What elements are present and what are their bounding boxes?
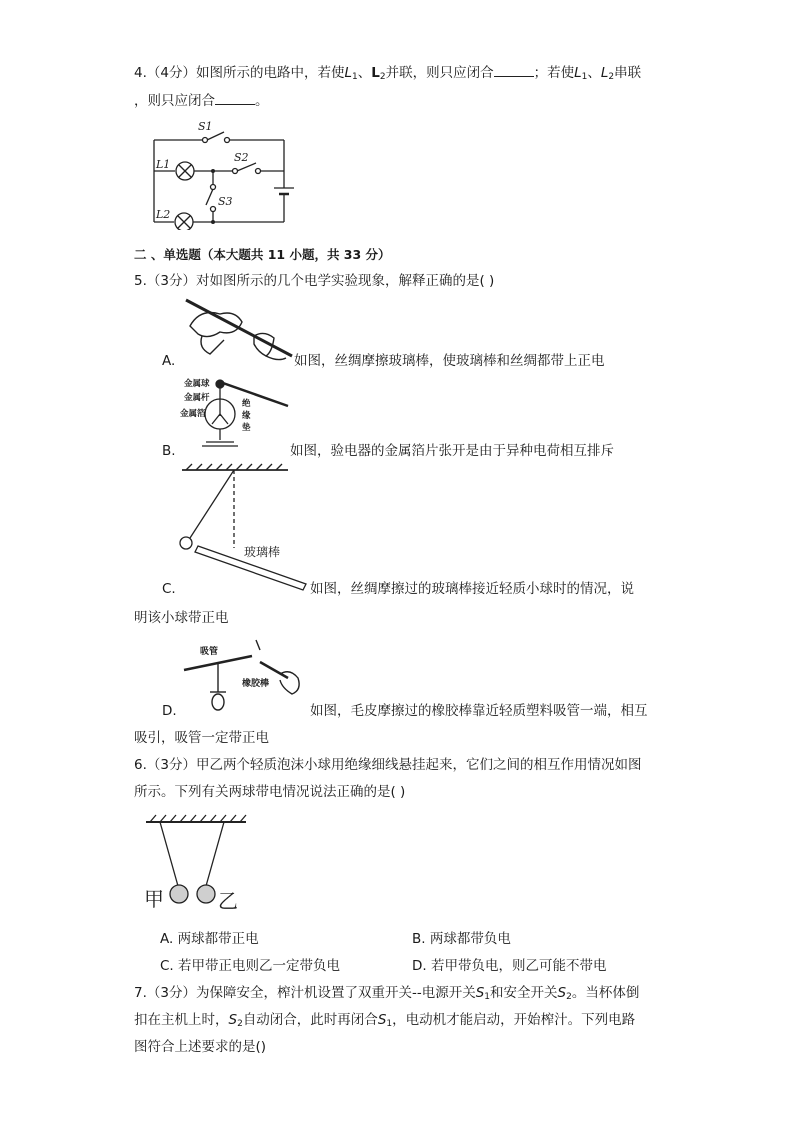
q6-option-c[interactable]: C. 若甲带正电则乙一定带负电 — [160, 958, 341, 974]
q5-b-figure — [180, 374, 290, 456]
q5-c-label: C. — [162, 581, 176, 597]
label-jia: 甲 — [144, 887, 164, 911]
q5-a-figure — [180, 296, 296, 366]
q7-line1: 7.（3分）为保障安全，榨汁机设置了双重开关--电源开关$S_1$和安全开关$S_2$。当杯体倒 — [134, 985, 640, 1002]
label-insulator-3: 垫 — [242, 423, 251, 433]
label-S2: S2 — [234, 151, 249, 164]
q5-c-text: 如图，丝绸摩擦过的玻璃棒接近轻质小球时的情况，说 — [310, 581, 634, 597]
q6-figure — [140, 812, 252, 914]
q5-c-figure — [176, 462, 316, 592]
q4-circuit-diagram — [150, 118, 300, 230]
label-L2: L2 — [156, 208, 171, 221]
q5-b-text: 如图，验电器的金属箔片张开是由于异种电荷相互排斥 — [290, 443, 614, 459]
label-metal-foil: 金属箔 — [180, 409, 206, 419]
label-metal-rod: 金属杆 — [184, 393, 210, 403]
ball-yi — [197, 885, 215, 903]
label-yi: 乙 — [218, 889, 238, 913]
q6-option-b[interactable]: B. 两球都带负电 — [412, 931, 511, 947]
q5-d-text2: 吸引，吸管一定带正电 — [134, 730, 269, 746]
answer-blank-1[interactable] — [494, 62, 534, 77]
q5-d-figure — [176, 634, 310, 716]
label-insulator-1: 绝 — [242, 399, 251, 409]
label-metal-ball: 金属球 — [184, 379, 210, 389]
label-L1: L1 — [156, 158, 171, 171]
q7-line3: 图符合上述要求的是() — [134, 1039, 267, 1055]
section-heading: 二 、单选题（本大题共 11 小题，共 33 分） — [134, 247, 391, 262]
q4-line1: 4.（4分）如图所示的电路中，若使$L_1$、$L_2$并联，则只应闭合 ；若使$L_1$、$L_2$串联 — [134, 62, 641, 86]
label-glass-rod: 玻璃棒 — [244, 545, 281, 559]
label-straw: 吸管 — [200, 647, 219, 657]
answer-blank-2[interactable] — [215, 90, 255, 105]
label-S3: S3 — [218, 195, 233, 208]
label-rubber-rod: 橡胶棒 — [242, 679, 270, 689]
q5-a-text: 如图，丝绸摩擦玻璃棒，使玻璃棒和丝绸都带上正电 — [294, 353, 605, 369]
q6-option-a[interactable]: A. 两球都带正电 — [160, 931, 259, 947]
q5-a-label: A. — [162, 353, 176, 369]
ball-jia — [170, 885, 188, 903]
label-S1: S1 — [198, 120, 213, 133]
q6-option-d[interactable]: D. 若甲带负电，则乙可能不带电 — [412, 958, 607, 974]
label-insulator-2: 缘 — [242, 411, 251, 421]
q5-b-label: B. — [162, 443, 176, 459]
q5-d-text: 如图，毛皮摩擦过的橡胶棒靠近轻质塑料吸管一端，相互 — [310, 703, 648, 719]
q7-line2: 扣在主机上时，$S_2$自动闭合，此时再闭合$S_1$，电动机才能启动，开始榨汁。下列电路 — [134, 1012, 636, 1029]
q6-stem-1: 6.（3分）甲乙两个轻质泡沫小球用绝缘细线悬挂起来，它们之间的相互作用情况如图 — [134, 757, 642, 773]
q5-d-label: D. — [162, 703, 177, 719]
q5-stem: 5.（3分）对如图所示的几个电学实验现象，解释正确的是( ) — [134, 273, 495, 289]
q6-stem-2: 所示。下列有关两球带电情况说法正确的是( ) — [134, 784, 406, 800]
q4-line2: ，则只应闭合 。 — [134, 90, 269, 110]
q5-c-text2: 明该小球带正电 — [134, 610, 229, 626]
